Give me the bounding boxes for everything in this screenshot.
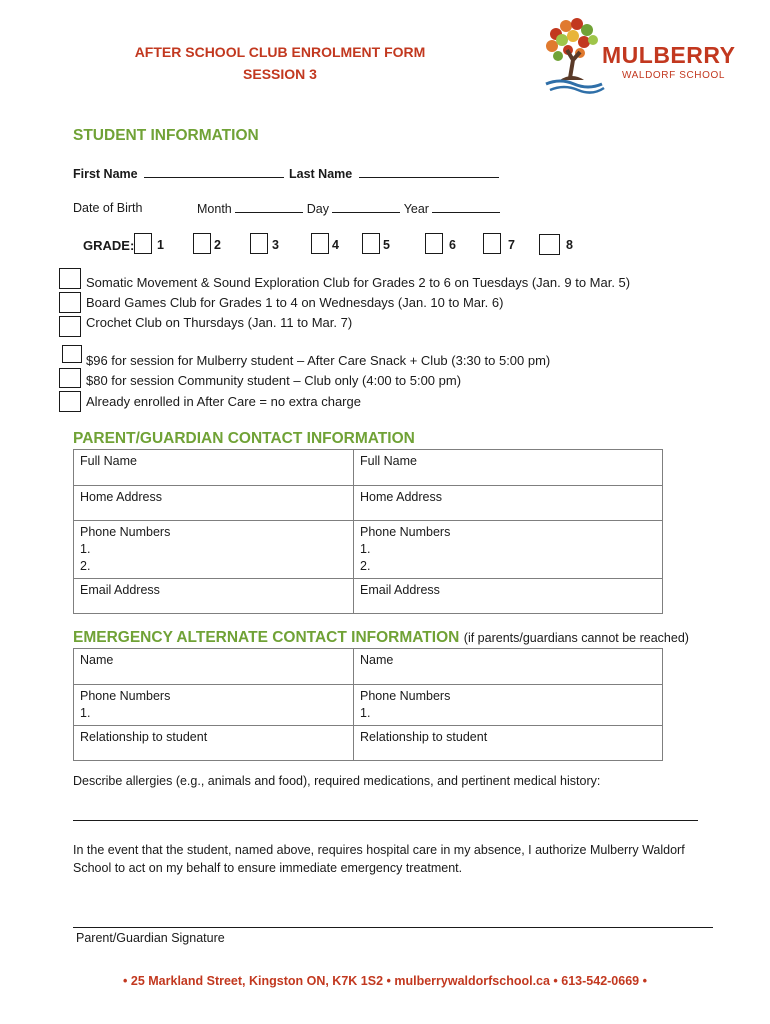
fee-1-label: $96 for session for Mulberry student – After Care Snack + Club (3:30 to 5:00 pm) bbox=[86, 353, 551, 368]
fee-3-label: Already enrolled in After Care = no extra charge bbox=[86, 394, 361, 409]
table-row bbox=[74, 450, 663, 486]
phone-numbers-label: Phone Numbers bbox=[360, 689, 451, 703]
club-3-checkbox[interactable] bbox=[59, 316, 81, 337]
grade-4-label: 4 bbox=[332, 238, 339, 252]
emergency1-relationship-cell[interactable] bbox=[74, 726, 354, 761]
day-line[interactable] bbox=[332, 201, 400, 213]
home-address-label: Home Address bbox=[360, 490, 442, 504]
logo-name: MULBERRY bbox=[602, 42, 736, 68]
grade-1-checkbox[interactable] bbox=[134, 233, 152, 254]
parent1-email-cell[interactable] bbox=[74, 579, 354, 614]
club-1-label: Somatic Movement & Sound Exploration Club for Grades 2 to 6 on Tuesdays (Jan. 9 to Mar. 5) bbox=[86, 275, 631, 290]
phone-2-label: 2. bbox=[80, 559, 91, 573]
footer-address: • 25 Markland Street, Kingston ON, K7K 1S2 • mulberrywaldorfschool.ca • 613-542-0669 • bbox=[123, 974, 647, 988]
emergency2-phone-cell[interactable] bbox=[354, 685, 663, 726]
phone-1-label: 1. bbox=[360, 542, 371, 556]
grade-3-label: 3 bbox=[272, 238, 279, 252]
phone-numbers-label: Phone Numbers bbox=[80, 689, 171, 703]
parent1-phone-cell[interactable] bbox=[74, 521, 354, 579]
month-line[interactable] bbox=[235, 201, 303, 213]
parent2-phone-cell[interactable] bbox=[354, 521, 663, 579]
medical-prompt: Describe allergies (e.g., animals and food), required medications, and pertinent medical history: bbox=[73, 774, 601, 788]
phone-numbers-label: Phone Numbers bbox=[360, 525, 451, 539]
table-row bbox=[74, 486, 663, 521]
emergency1-name-cell[interactable] bbox=[74, 649, 354, 685]
grade-1-label: 1 bbox=[157, 238, 164, 252]
relationship-label: Relationship to student bbox=[80, 730, 208, 744]
grade-7-label: 7 bbox=[508, 238, 515, 252]
emergency-section-title: EMERGENCY ALTERNATE CONTACT INFORMATION bbox=[73, 629, 460, 646]
fee-3-checkbox[interactable] bbox=[59, 391, 81, 412]
club-2-checkbox[interactable] bbox=[59, 292, 81, 313]
phone-2-label: 2. bbox=[360, 559, 371, 573]
consent-line-2: School to act on my behalf to ensure immediate emergency treatment. bbox=[73, 861, 463, 875]
phone-1-label: 1. bbox=[80, 706, 91, 720]
first-name-line[interactable] bbox=[144, 166, 284, 178]
phone-1-label: 1. bbox=[80, 542, 91, 556]
dob-label: Date of Birth bbox=[73, 201, 143, 215]
grade-2-label: 2 bbox=[214, 238, 221, 252]
table-row bbox=[74, 649, 663, 685]
grade-8-checkbox[interactable] bbox=[539, 234, 560, 255]
fee-2-label: $80 for session Community student – Club only (4:00 to 5:00 pm) bbox=[86, 373, 462, 388]
grade-7-checkbox[interactable] bbox=[483, 233, 501, 254]
last-name-label: Last Name bbox=[289, 167, 353, 181]
day-label: Day bbox=[306, 202, 329, 216]
form-title: AFTER SCHOOL CLUB ENROLMENT FORM bbox=[134, 44, 426, 60]
club-1-checkbox[interactable] bbox=[59, 268, 81, 289]
club-2-label: Board Games Club for Grades 1 to 4 on Wednesdays (Jan. 10 to Mar. 6) bbox=[86, 295, 504, 310]
parent2-email-cell[interactable] bbox=[354, 579, 663, 614]
home-address-label: Home Address bbox=[80, 490, 162, 504]
full-name-label: Full Name bbox=[80, 454, 137, 468]
table-row bbox=[74, 726, 663, 761]
full-name-label: Full Name bbox=[360, 454, 417, 468]
parent2-full-name-cell[interactable] bbox=[354, 450, 663, 486]
emergency-note: (if parents/guardians cannot be reached) bbox=[463, 631, 689, 645]
name-label: Name bbox=[80, 653, 114, 667]
emergency-heading bbox=[73, 629, 689, 647]
fee-2-checkbox[interactable] bbox=[59, 368, 81, 388]
email-label: Email Address bbox=[80, 583, 160, 597]
club-3-label: Crochet Club on Thursdays (Jan. 11 to Mar. 7) bbox=[86, 315, 353, 330]
signature-line[interactable] bbox=[73, 927, 713, 928]
emergency2-name-cell[interactable] bbox=[354, 649, 663, 685]
parent1-full-name-cell[interactable] bbox=[74, 450, 354, 486]
email-label: Email Address bbox=[360, 583, 440, 597]
emergency-contact-table bbox=[73, 648, 663, 761]
phone-1-label: 1. bbox=[360, 706, 371, 720]
first-name-field[interactable] bbox=[73, 166, 284, 181]
first-name-label: First Name bbox=[73, 167, 138, 181]
month-label: Month bbox=[197, 202, 232, 216]
table-row bbox=[74, 579, 663, 614]
year-line[interactable] bbox=[432, 201, 500, 213]
dob-fields[interactable] bbox=[197, 201, 500, 216]
grade-label: GRADE: bbox=[83, 238, 135, 253]
grade-5-label: 5 bbox=[383, 238, 390, 252]
form-subtitle: SESSION 3 bbox=[243, 66, 317, 82]
table-row bbox=[74, 521, 663, 579]
phone-numbers-label: Phone Numbers bbox=[80, 525, 171, 539]
grade-3-checkbox[interactable] bbox=[250, 233, 268, 254]
grade-2-checkbox[interactable] bbox=[193, 233, 211, 254]
consent-line-1: In the event that the student, named above, requires hospital care in my absence, I authorize Mulberry Waldorf bbox=[73, 843, 685, 857]
emergency2-relationship-cell[interactable] bbox=[354, 726, 663, 761]
fee-1-checkbox[interactable] bbox=[62, 345, 82, 363]
year-label: Year bbox=[403, 202, 429, 216]
logo-subtitle: WALDORF SCHOOL bbox=[622, 70, 726, 81]
mulberry-tree-icon bbox=[540, 16, 610, 96]
parent2-address-cell[interactable] bbox=[354, 486, 663, 521]
emergency1-phone-cell[interactable] bbox=[74, 685, 354, 726]
parent-section-title: PARENT/GUARDIAN CONTACT INFORMATION bbox=[73, 430, 415, 447]
medical-answer-line[interactable] bbox=[73, 820, 698, 821]
student-section-title: STUDENT INFORMATION bbox=[73, 127, 259, 144]
table-row bbox=[74, 685, 663, 726]
relationship-label: Relationship to student bbox=[360, 730, 488, 744]
parent1-address-cell[interactable] bbox=[74, 486, 354, 521]
grade-8-label: 8 bbox=[566, 238, 573, 252]
parent-contact-table bbox=[73, 449, 663, 614]
school-logo bbox=[540, 16, 736, 96]
signature-label: Parent/Guardian Signature bbox=[76, 931, 225, 945]
grade-6-label: 6 bbox=[449, 238, 456, 252]
grade-5-checkbox[interactable] bbox=[362, 233, 380, 254]
last-name-line[interactable] bbox=[359, 166, 499, 178]
grade-4-checkbox[interactable] bbox=[311, 233, 329, 254]
last-name-field[interactable] bbox=[289, 166, 499, 181]
name-label: Name bbox=[360, 653, 394, 667]
grade-6-checkbox[interactable] bbox=[425, 233, 443, 254]
